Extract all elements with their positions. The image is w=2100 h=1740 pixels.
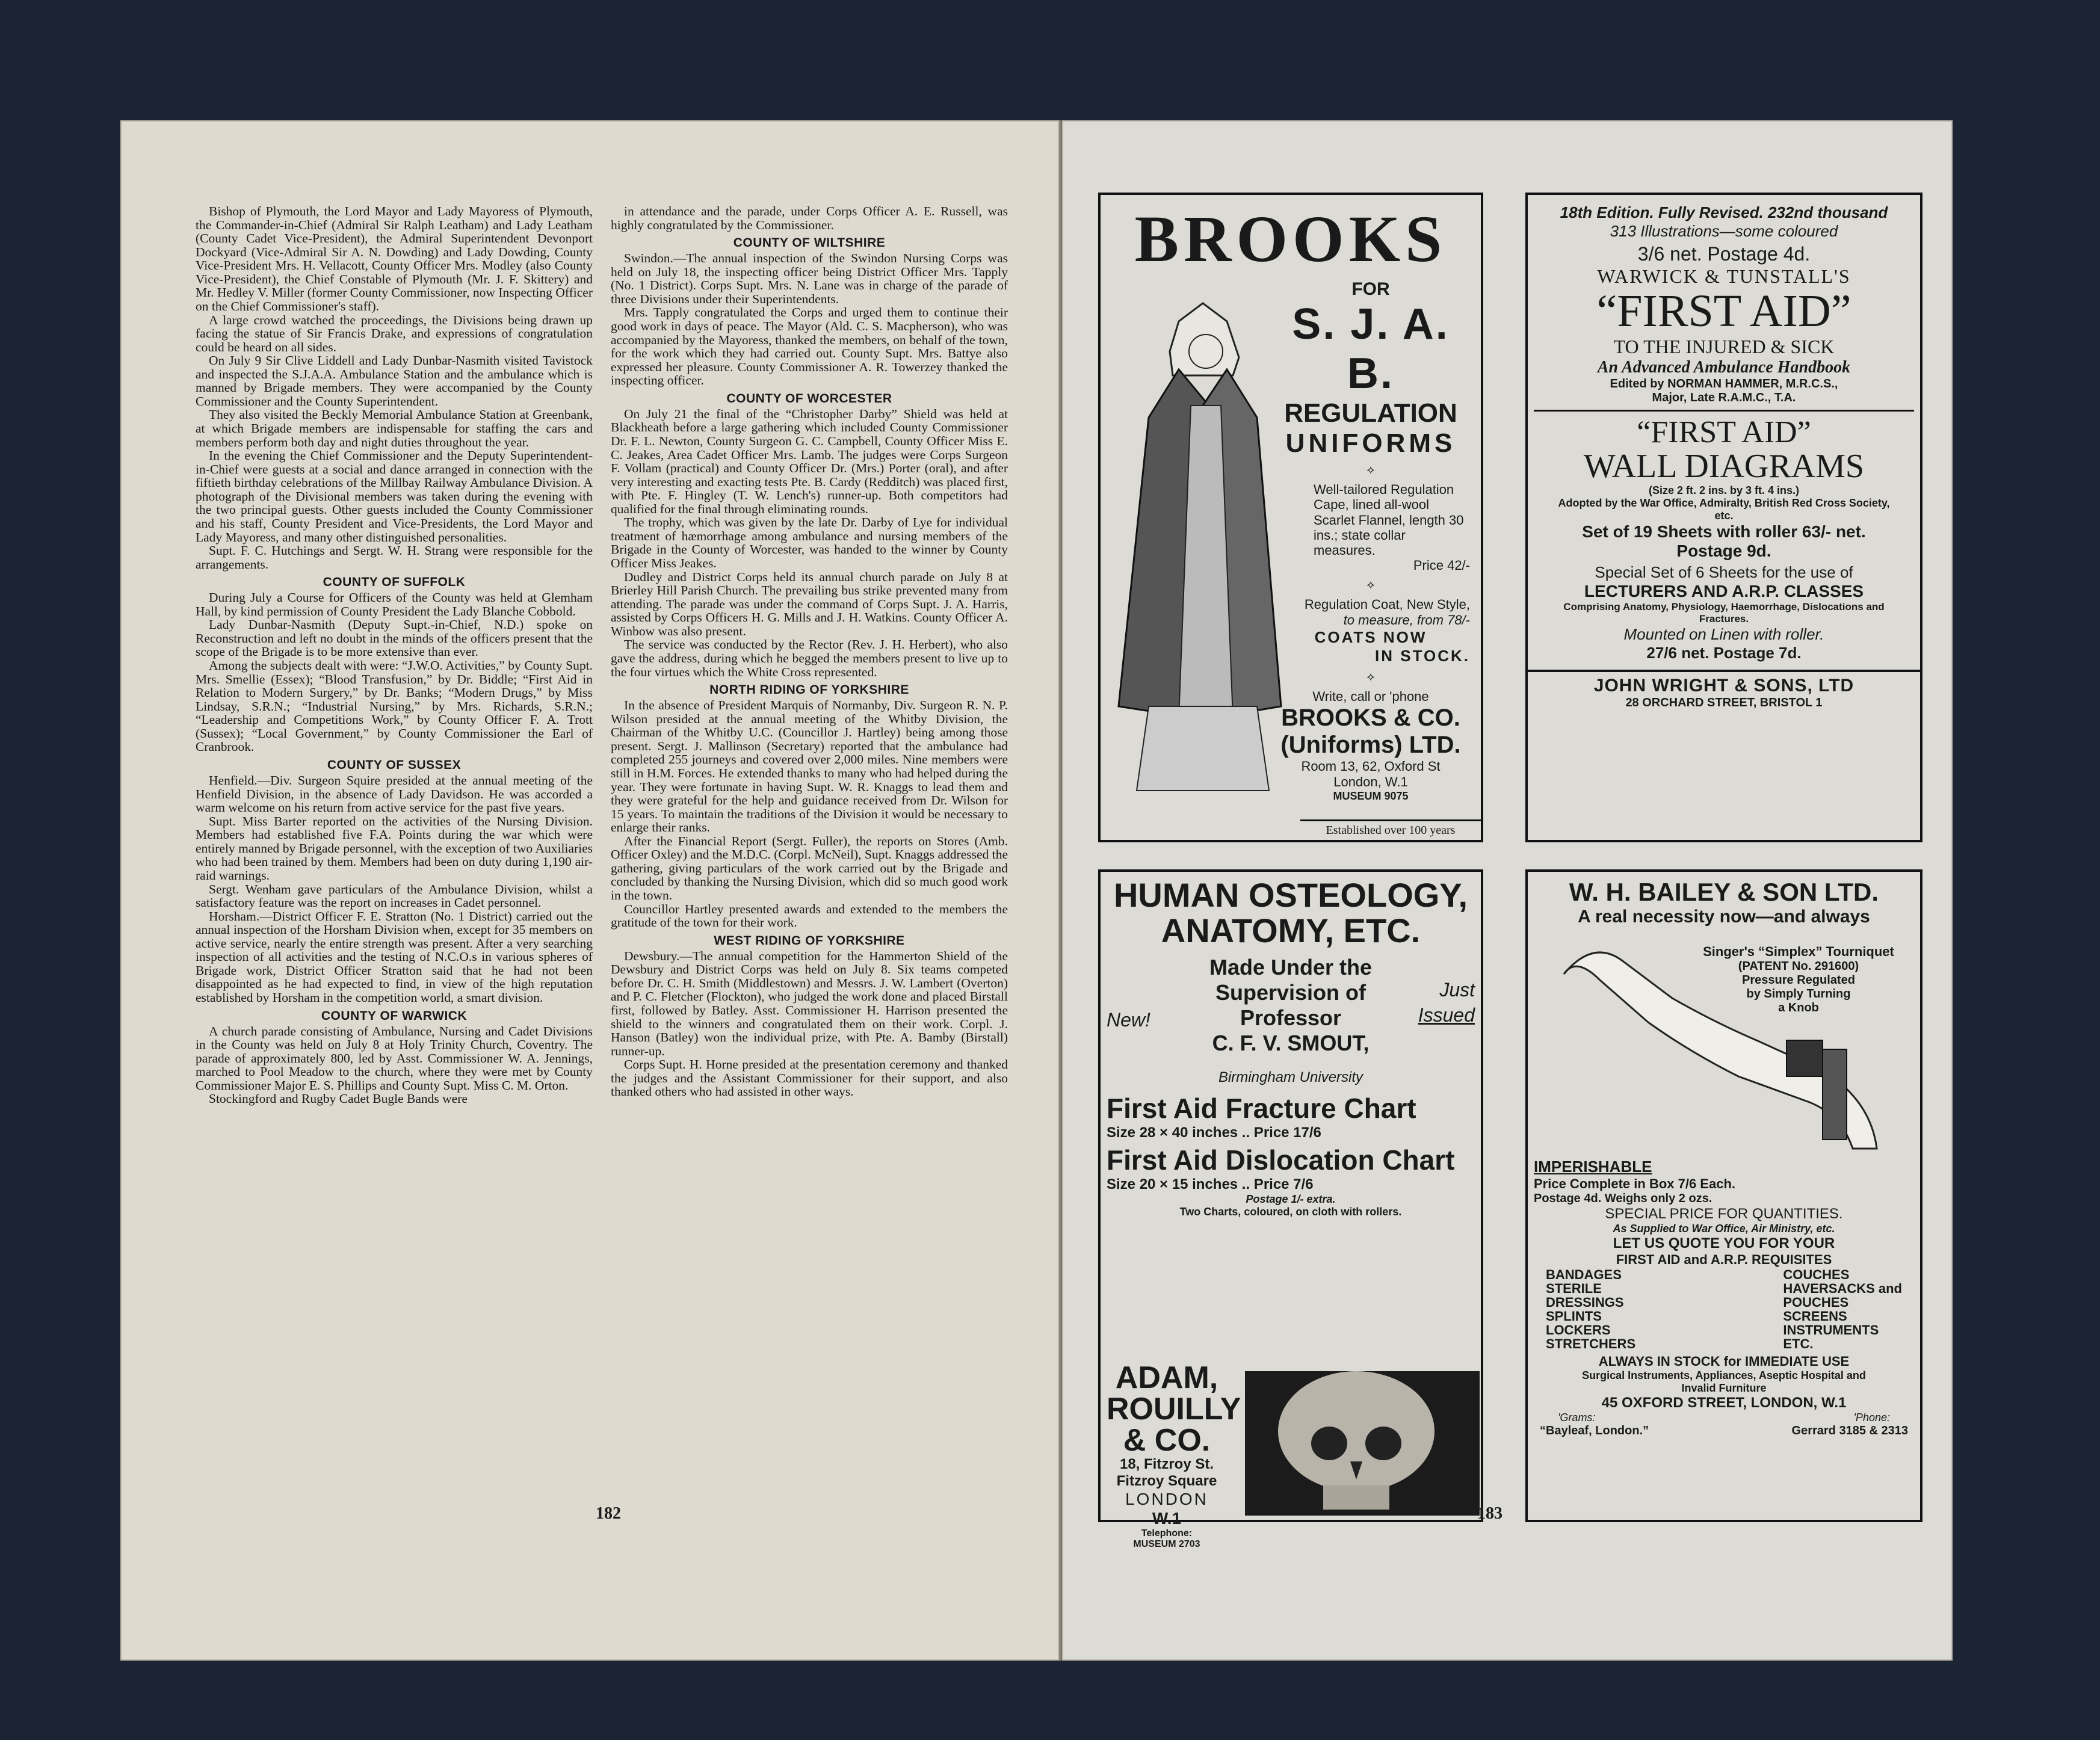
ornament-icon: ⟡ (1367, 670, 1375, 684)
adam-square: Fitzroy Square (1116, 1473, 1217, 1489)
paragraph: A church parade consisting of Ambulance, Nursing and Cadet Divisions in the County was held on July 8 at Holy Trinity Church, Coventry. The parade of approximately 800, led by Asst. Commissioner W. A. Jennings, marched to Pool Meadow to the church, where they were met by County Commissioner Major E. S. Phillips and County Supt. Miss C. M. Orton. (196, 1023, 593, 1093)
brooks-cape-price: Price 42/- (1413, 558, 1470, 573)
section-heading: COUNTY OF WORCESTER (726, 391, 892, 406)
just-label: Just (1439, 978, 1475, 1001)
bailey-company: W. H. BAILEY & SON LTD. (1569, 878, 1879, 906)
page-number-left: 182 (596, 1504, 621, 1523)
adam-w1: W.1 (1152, 1509, 1182, 1528)
paragraph: Bishop of Plymouth, the Lord Mayor and Lady Mayoress of Plymouth, the Commander-in-Chief (Admiral Sir Ralph Leatham) and Lady Leatham (County Cadet Vice-President), the Admiral Superintendent Devonport Dockyard (Vice-Admiral Sir A. N. Dowding) and Lady Dowding, County Vice-President Mrs. H. Vellacott, County Officer Mrs. Modley (also County Vice-President), the Chief Constable of Plymouth (Mr. J. F. Skittery) and Mr. Hedley V. Miller (former County Commissioner, now Inspecting Officer on the Chief Commissioner's staff). (196, 204, 593, 313)
bailey-address: 45 OXFORD STREET, LONDON, W.1 (1601, 1394, 1847, 1411)
right-page (1062, 120, 1953, 1661)
charts-mounted: Two Charts, coloured, on cloth with rollers. (1179, 1205, 1402, 1218)
paragraph: Horsham.—District Officer F. E. Stratton (No. 1 District) carried out the annual inspection of the Horsham Division when, except for 35 members on active service, nearly the entire strength was present. After a very searching inspection of all activities and the testing of N.C.O.s in various spheres of Brigade work, District Officer Stratton said that he had not been disappointed as he had expected to find, in view of the high reputation established by Horsham in the competition world, a smart division. (196, 909, 593, 1005)
paragraph: Dudley and District Corps held its annual church parade on July 8 at Brierley Hill Parish Church. The prevailing bus strike prevented many from attending. The parade was under the command of Corps Supt. J. A. Harris, assisted by Corps Officers H. G. Mills and J. H. Watkins. County Officer A. Winbow was also present. (611, 569, 1008, 638)
paragraph: On July 21 the final of the “Christopher Darby” Shield was held at Blackheath before a large gathering which included County Commissioner Dr. F. L. Newton, County Surgeon G. C. Campbell, County Officer Miss E. C. Jeakes, Area Cadet Officer Mrs. Lamb. The judges were Corps Surgeon F. Vollam (practical) and County Officer Dr. (Mrs.) Porter (oral), and after very interesting and exacting tests Pte. B. Cardy (Redditch) was placed first, with Pte. F. Hingley (T. W. Lench's) runner-up. Both competitors had qualified for the final through eliminating rounds. (611, 406, 1008, 516)
comprising-line: Comprising Anatomy, Physiology, Haemorrhage, Dislocations and Fractures. (1563, 601, 1885, 625)
requisite-item: SCREENS (1783, 1309, 1847, 1324)
diagrams-title-1: “FIRST AID” (1637, 415, 1811, 449)
section-heading: COUNTY OF WARWICK (321, 1008, 468, 1023)
requisite-item: LOCKERS (1546, 1322, 1611, 1338)
paragraph: Supt. F. C. Hutchings and Sergt. W. H. Strang were responsible for the arrangements. (196, 543, 593, 572)
bailey-tagline: A real necessity now—and always (1578, 907, 1870, 927)
book-editor: Edited by NORMAN HAMMER, M.R.C.S., (1610, 377, 1838, 390)
osteology-advert (1098, 869, 1483, 1549)
tourniquet-arm-illustration (1540, 938, 1913, 1155)
regulated-3: a Knob (1778, 1001, 1819, 1014)
section-heading: NORTH RIDING OF YORKSHIRE (709, 683, 909, 697)
publisher-address: 28 ORCHARD STREET, BRISTOL 1 (1625, 696, 1823, 710)
paragraph: In the absence of President Marquis of Normanby, Div. Surgeon R. N. P. Wilson presided at the annual meeting of the Whitby Division, the Chairman of the Whitby U.C. (Councillor J. Hartley) being among those present. Sergt. J. Mallinson (Secretary) reported that the ambulance had completed 255 journeys and covered over 2,000 miles. Nine members were still in H.M. Forces. He extended thanks to many who had helped during the year. They were fortunate in having Supt. W. R. Knaggs to lead them and they were grateful for the help and guidance received from Dr. Wilson for 15 years. To maintain the traditions of the Division it would be necessary to enlarge their ranks. (611, 698, 1008, 835)
paragraph: Corps Supt. H. Horne presided at the presentation ceremony and thanked the judges and the Assistant Commissioner for their support, and also thanked others who had assisted in other ways. (611, 1057, 1008, 1099)
paragraph: Councillor Hartley presented awards and extended to the members the gratitude of the town for their work. (611, 901, 1008, 930)
book-price: 3/6 net. Postage 4d. (1637, 243, 1811, 265)
chart-postage: Postage 1/- extra. (1246, 1192, 1336, 1205)
regulated-1: Pressure Regulated (1742, 973, 1855, 987)
brooks-coats-now: COATS NOW (1314, 628, 1427, 647)
issued-label: Issued (1418, 1004, 1475, 1026)
brooks-address: Room 13, 62, Oxford St (1301, 759, 1441, 774)
special-set: Special Set of 6 Sheets for the use of (1595, 563, 1853, 582)
brooks-brand: BROOKS (1134, 202, 1447, 276)
requisite-item: STERILE (1546, 1281, 1602, 1297)
paragraph: They also visited the Beckly Memorial Ambulance Station at Greenbank, at which Brigade members are indispensable for staffing the cars and members perform both day and night duties throughout the year. (196, 407, 593, 449)
diagrams-postage: Postage 9d. (1676, 541, 1771, 561)
professor-name: C. F. V. SMOUT, (1212, 1030, 1370, 1055)
section-heading: COUNTY OF SUFFOLK (323, 575, 466, 590)
paragraph: Sergt. Wenham gave particulars of the Ambulance Division, whilst a satisfactory feature was the report on increases in Cadet personnel. (196, 881, 593, 910)
brooks-write: Write, call or 'phone (1312, 689, 1429, 705)
paragraph: On July 9 Sir Clive Liddell and Lady Dunbar-Nasmith visited Tavistock and inspected the S.J.A.A. Ambulance Station and the ambulance which is manned by Brigade members. They were accompanied by the County Commissioner and the County Superintendent. (196, 353, 593, 409)
paragraph: in attendance and the parade, under Corps Officer A. E. Russell, was highly congratulated by the Commissioner. (611, 204, 1008, 232)
brooks-established: Established over 100 years (1300, 819, 1481, 840)
made-under: Made Under the (1209, 954, 1373, 980)
paragraph: After the Financial Report (Sergt. Fuller), the reports on Stores (Amb. Officer Oxley) and the M.D.C. (Corpl. McNeil), Supt. Knaggs addressed the gathering, giving particulars of the work carried out by the Brigade and concluded by thanking the Nursing Division, which did so much good work in the town. (611, 833, 1008, 903)
diagrams-size: (Size 2 ft. 2 ins. by 3 ft. 4 ins.) (1648, 484, 1800, 497)
chart-1-size: Size 28 × 40 inches .. Price 17/6 (1107, 1124, 1321, 1141)
first-aid-book-advert (1525, 193, 1922, 842)
diagrams-adopted: Adopted by the War Office, Admiralty, British Red Cross Society, etc. (1558, 497, 1890, 522)
section-heading: COUNTY OF WILTSHIRE (733, 236, 886, 250)
osteology-title-2: ANATOMY, ETC. (1161, 911, 1421, 949)
brooks-phone: MUSEUM 9075 (1333, 790, 1409, 803)
brooks-advert (1098, 193, 1483, 842)
brooks-coat-measure: to measure, from 78/- (1343, 612, 1470, 628)
paragraph: Swindon.—The annual inspection of the Swindon Nursing Corps was held on July 18, the inspecting officer being District Officer Mrs. Tapply (No. 1 District). Corps Supt. Mrs. N. Lane was in charge of the parade of three Divisions under their Superintendents. (611, 251, 1008, 306)
left-page (120, 120, 1059, 1661)
requisite-item: STRETCHERS (1546, 1336, 1636, 1352)
requisite-item: POUCHES (1783, 1295, 1849, 1310)
brooks-for: FOR (1351, 279, 1390, 299)
university: Birmingham University (1218, 1069, 1363, 1085)
bailey-grams: “Bayleaf, London.” (1540, 1424, 1649, 1437)
osteology-title-1: HUMAN OSTEOLOGY, (1113, 876, 1468, 914)
ornament-icon: ⟡ (1367, 578, 1375, 592)
regulated-2: by Simply Turning (1746, 987, 1851, 1001)
requisites-list-left (1546, 1268, 1635, 1351)
ornament-icon: ⟡ (1367, 463, 1375, 477)
edition-line: 18th Edition. Fully Revised. 232nd thousand (1560, 203, 1888, 221)
bailey-phone: Gerrard 3185 & 2313 (1791, 1424, 1908, 1437)
paragraph: Supt. Miss Barter reported on the activities of the Nursing Division. Members had established five F.A. Points during the war which were entirely manned by Brigade personnel, with the exception of two Auxiliaries who had been trained by them. Members had been on duty during 1,190 air-raid warnings. (196, 813, 593, 883)
surgical-line: Surgical Instruments, Appliances, Aseptic Hospital and Invalid Furniture (1582, 1369, 1866, 1394)
adam-street: 18, Fitzroy St. (1119, 1456, 1214, 1472)
professor: Professor (1240, 1005, 1342, 1030)
requisite-item: ETC. (1783, 1336, 1814, 1352)
paragraph: A large crowd watched the proceedings, the Divisions being drawn up facing the statue of Sir Francis Drake, and expressions of congratulation could be heard on all sides. (196, 312, 593, 354)
tourniquet-patent: (PATENT No. 291600) (1738, 960, 1859, 973)
brooks-regulation: REGULATION (1284, 398, 1457, 428)
new-label: New! (1107, 1008, 1150, 1031)
adam-phone: MUSEUM 2703 (1133, 1539, 1200, 1549)
always-in-stock: ALWAYS IN STOCK for IMMEDIATE USE (1598, 1353, 1850, 1369)
supplied-to: As Supplied to War Office, Air Ministry, etc. (1613, 1223, 1835, 1235)
requisite-item: COUCHES (1783, 1267, 1850, 1282)
paragraph: Lady Dunbar-Nasmith (Deputy Supt.-in-Chief, N.D.) spoke on Reconstruction and left no doubt in the minds of the officers present that the scope of the Brigade is to be more extensive than ever. (196, 617, 593, 659)
page-number-right: 183 (1477, 1504, 1502, 1523)
brooks-coat-desc: Regulation Coat, New Style, (1304, 597, 1470, 612)
paragraph: The trophy, which was given by the late Dr. Darby of Lye for individual treatment of hæmorrhage among ambulance and nursing members of the Brigade in the County of Worcester, was handed to the winner by County Officer Miss Jeakes. (611, 515, 1008, 571)
adam-company-1: ADAM, (1115, 1360, 1218, 1395)
paragraph: Mrs. Tapply congratulated the Corps and urged them to continue their good work in days of peace. The Mayor (Ald. C. S. Macpherson), who was accompanied by the Mayoress, thanked the members, on behalf of the town, for the work which they had carried out. County Supt. Mrs. Battye also expressed her pleasure. County Commissioner A. R. Towerzey thanked the inspecting officer. (611, 305, 1008, 388)
grams-label: 'Grams: (1558, 1411, 1596, 1424)
phone-label: 'Phone: (1853, 1411, 1890, 1424)
mounted-line: Mounted on Linen with roller. (1623, 625, 1824, 644)
text-column-2 (611, 205, 1008, 1099)
brooks-uniforms: UNIFORMS (1285, 428, 1456, 458)
publisher-name: JOHN WRIGHT & SONS, LTD (1593, 676, 1854, 696)
bailey-advert (1525, 869, 1922, 1522)
brooks-city: London, W.1 (1333, 774, 1408, 790)
requisite-item: DRESSINGS (1546, 1295, 1624, 1310)
requisite-item: HAVERSACKS and (1783, 1281, 1902, 1297)
paragraph: In the evening the Chief Commissioner and the Deputy Superintendent-in-Chief were guests at a social and dance arranged in connection with the fiftieth birthday celebrations of the Millbay Railway Ambulance Division. A photograph of the Divisional members was taken during the evening with the two principal guests. Other guests included the County Commissioner and his staff, County President and Vice-Presidents, the Lord Mayor and Lady Mayoress, and many other distinguished personalities. (196, 448, 593, 545)
chart-2-size: Size 20 × 15 inches .. Price 7/6 (1107, 1176, 1314, 1192)
book-subtitle: TO THE INJURED & SICK (1613, 335, 1835, 357)
paragraph: During July a Course for Officers of the County was held at Glemham Hall, by kind permission of County President the Lady Blanche Cobbold. (196, 590, 593, 619)
adam-company-3: & CO. (1123, 1423, 1211, 1458)
requisite-item: BANDAGES (1546, 1267, 1622, 1282)
brooks-company-2: (Uniforms) LTD. (1280, 732, 1461, 759)
mounted-price: 27/6 net. Postage 7d. (1646, 644, 1802, 662)
text-column-1 (196, 205, 593, 1106)
adam-telephone: Telephone: (1141, 1528, 1193, 1538)
requisite-item: SPLINTS (1546, 1309, 1602, 1324)
quote-line-1: LET US QUOTE YOU FOR YOUR (1613, 1235, 1835, 1251)
brooks-sjab: S. J. A. B. (1292, 300, 1450, 398)
chart-2-title: First Aid Dislocation Chart (1107, 1144, 1455, 1176)
section-heading: WEST RIDING OF YORKSHIRE (714, 933, 905, 948)
chart-1-title: First Aid Fracture Chart (1107, 1092, 1416, 1124)
brooks-company: BROOKS & CO. (1281, 705, 1460, 732)
adam-company-2: ROUILLY (1107, 1392, 1241, 1427)
brooks-cape-desc: Well-tailored Regulation Cape, lined all-wool Scarlet Flannel, length 30 ins.; state collar measures. (1314, 482, 1464, 558)
supervision: Supervision of (1215, 980, 1367, 1005)
bailey-price: Price Complete in Box 7/6 Each. (1534, 1176, 1736, 1191)
bailey-postage: Postage 4d. Weighs only 2 ozs. (1534, 1192, 1712, 1205)
paragraph: Henfield.—Div. Surgeon Squire presided at the annual meeting of the Henfield Division, in the absence of Lady Davidson. He was accorded a warm welcome on his return from active service for the past five years. (196, 773, 593, 815)
imperishable: IMPERISHABLE (1534, 1158, 1652, 1176)
nurse-illustration (1113, 285, 1293, 803)
book-editor-rank: Major, Late R.A.M.C., T.A. (1652, 390, 1796, 404)
requisite-item: INSTRUMENTS (1783, 1322, 1879, 1338)
tourniquet-name: Singer's “Simplex” Tourniquet (1703, 944, 1894, 959)
book-authors: WARWICK & TUNSTALL'S (1597, 265, 1851, 287)
illustrations-line: 313 Illustrations—some coloured (1610, 222, 1838, 240)
section-heading: COUNTY OF SUSSEX (327, 757, 462, 772)
brooks-in-stock: IN STOCK. (1375, 647, 1470, 665)
requisites-list-right (1783, 1268, 1902, 1351)
diagrams-set: Set of 19 Sheets with roller 63/- net. (1582, 522, 1866, 541)
adam-london: LONDON (1125, 1490, 1208, 1508)
lecturers-line: LECTURERS AND A.R.P. CLASSES (1584, 582, 1864, 601)
book-title: “FIRST AID” (1596, 286, 1851, 336)
paragraph: The service was conducted by the Rector (Rev. J. H. Herbert), who also gave the address, during which he begged the members present to live up to the four virtues which the White Cross represented. (611, 637, 1008, 679)
diagrams-title-2: WALL DIAGRAMS (1583, 448, 1865, 486)
special-price: SPECIAL PRICE FOR QUANTITIES. (1605, 1206, 1843, 1222)
quote-line-2: FIRST AID and A.R.P. REQUISITES (1616, 1252, 1832, 1267)
skull-photo (1245, 1371, 1480, 1516)
paragraph: Among the subjects dealt with were: “J.W.O. Activities,” by County Supt. Mrs. Smellie (Essex); “Blood Transfusion,” by Dr. Biddle; “First Aid in Relation to Modern Surgery,” by Dr. Banks; “Modern Drugs,” by Miss Lindsay, S.R.N.; “Industrial Nursing,” by Mrs. Richards, S.R.N.; “Leadership and Competitions Work,” by County Officer F. A. Trott (Sussex); “Local Government,” by County Commissioner the Earl of Cranbrook. (196, 658, 593, 754)
book-handbook: An Advanced Ambulance Handbook (1597, 357, 1851, 377)
paragraph: Stockingford and Rugby Cadet Bugle Bands were (209, 1091, 468, 1106)
paragraph: Dewsbury.—The annual competition for the Hammerton Shield of the Dewsbury and District Corps was held on July 8. Six teams competed before Dr. C. H. Smith (Middlestown) and Messrs. J. W. Lambert (Overton) and P. C. Fletcher (Flockton), who judged the work done and placed Birstall first, followed by Batley. Asst. Commissioner H. Harrison presented the shield to the winners and congratulated them on their work. Corpl. J. Hanson (Batley) won the individual prize, with Pte. A. Bamby (Birstall) runner-up. (611, 948, 1008, 1058)
